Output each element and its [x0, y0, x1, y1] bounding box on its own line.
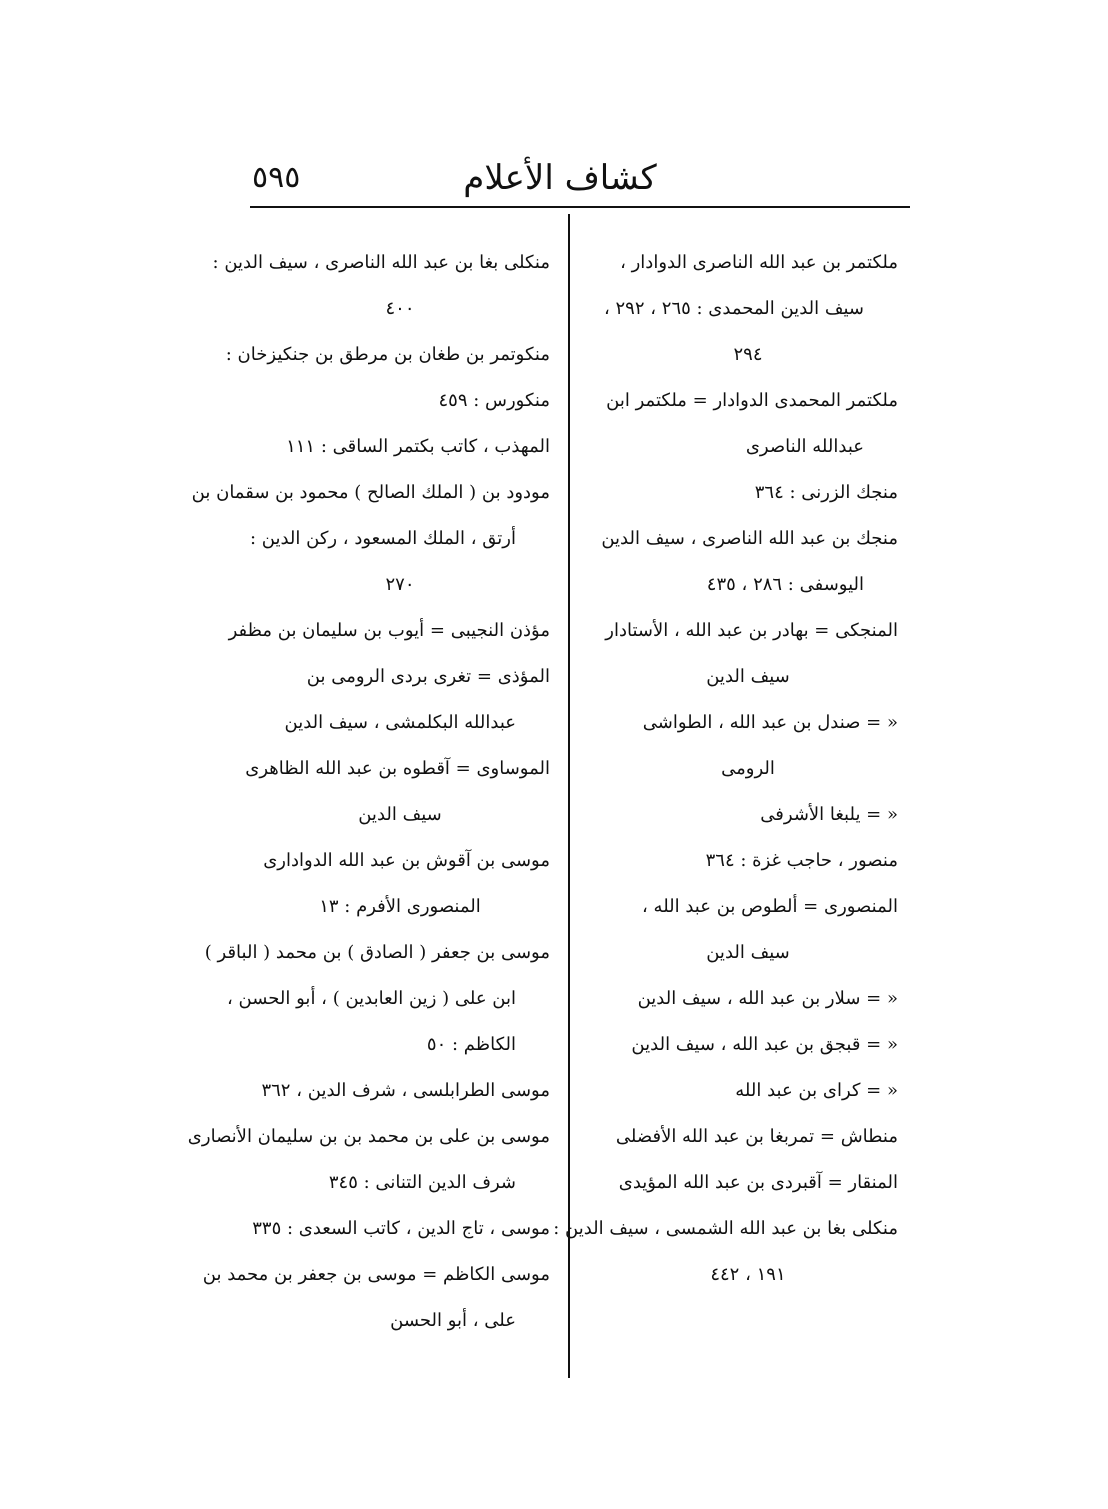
header-rule — [250, 206, 910, 208]
index-line: ٢٩٤ — [733, 344, 763, 365]
index-line: موسى بن على بن محمد بن بن سليمان الأنصارى — [187, 1126, 550, 1147]
index-line: موسى بن آقوش بن عبد الله الدوادارى — [263, 850, 550, 871]
index-line: المهذب ، كاتب بكتمر الساقى : ١١١ — [286, 436, 550, 457]
index-line: شرف الدين التنانى : ٣٤٥ — [328, 1172, 516, 1193]
index-line: « = صندل بن عبد الله ، الطواشى — [642, 712, 898, 733]
index-line: « = كراى بن عبد الله — [735, 1080, 898, 1101]
index-line: ١٩١ ، ٤٤٢ — [710, 1264, 786, 1285]
index-line: منكورس : ٤٥٩ — [438, 390, 550, 411]
index-line: سيف الدين — [358, 804, 442, 825]
index-line: ملكتمر بن عبد الله الناصرى الدوادار ، — [620, 252, 898, 273]
index-line: موسى ، تاج الدين ، كاتب السعدى : ٣٣٥ — [252, 1218, 550, 1239]
index-line: « = يلبغا الأشرفى — [760, 804, 898, 825]
index-line: موسى بن جعفر ( الصادق ) بن محمد ( الباقر ) — [204, 942, 550, 963]
index-line: موسى الطرابلسى ، شرف الدين ، ٣٦٢ — [261, 1080, 550, 1101]
index-line: المنصورى = ألطوص بن عبد الله ، — [642, 896, 898, 917]
page-number: ٥٩٥ — [252, 160, 301, 195]
index-line: سيف الدين — [706, 666, 790, 687]
index-line: ٤٠٠ — [385, 298, 415, 319]
index-line: عبدالله البكلمشى ، سيف الدين — [284, 712, 516, 733]
index-line: المنصورى الأفرم : ١٣ — [319, 896, 481, 917]
index-line: مودود بن ( الملك الصالح ) محمود بن سقمان بن — [191, 482, 550, 503]
index-line: منكلى بغا بن عبد الله الشمسى ، سيف الدين : — [553, 1218, 898, 1239]
index-line: « = سلار بن عبد الله ، سيف الدين — [637, 988, 898, 1009]
index-line: موسى الكاظم = موسى بن جعفر بن محمد بن — [202, 1264, 550, 1285]
index-line: ابن على ( زين العابدين ) ، أبو الحسن ، — [227, 988, 516, 1009]
index-line: على ، أبو الحسن — [390, 1310, 516, 1331]
index-line: اليوسفى : ٢٨٦ ، ٤٣٥ — [706, 574, 864, 595]
index-line: منصور ، حاجب غزة : ٣٦٤ — [705, 850, 898, 871]
index-column-right — [553, 240, 898, 1298]
index-line: منجك الزرنى : ٣٦٤ — [754, 482, 898, 503]
index-line: مؤذن النجيبى = أيوب بن سليمان بن مظفر — [228, 620, 550, 641]
index-line: الكاظم : ٥٠ — [426, 1034, 516, 1055]
index-line: منجك بن عبد الله الناصرى ، سيف الدين — [601, 528, 898, 549]
index-line: أرتق ، الملك المسعود ، ركن الدين : — [249, 528, 516, 549]
index-line: الرومى — [721, 758, 775, 779]
index-column-left — [187, 240, 550, 1344]
index-line: عبدالله الناصرى — [745, 436, 864, 457]
index-line: سيف الدين المحمدى : ٢٦٥ ، ٢٩٢ ، — [603, 298, 864, 319]
index-line: الموساوى = آقطوه بن عبد الله الظاهرى — [245, 758, 550, 779]
index-line: منكلى بغا بن عبد الله الناصرى ، سيف الدين : — [212, 252, 550, 273]
index-line: سيف الدين — [706, 942, 790, 963]
index-line: المؤذى = تغرى بردى الرومى بن — [306, 666, 550, 687]
index-line: المنقار = آقبردى بن عبد الله المؤيدى — [618, 1172, 898, 1193]
index-line: منطاش = تمربغا بن عبد الله الأفضلى — [615, 1126, 898, 1147]
index-line: المنجكى = بهادر بن عبد الله ، الأستادار — [605, 620, 898, 641]
page-title: كشاف الأعلام — [463, 158, 657, 198]
column-divider — [568, 214, 570, 1378]
index-line: ملكتمر المحمدى الدوادار = ملكتمر ابن — [606, 390, 898, 411]
index-line: ٢٧٠ — [385, 574, 415, 595]
index-line: « = قبجق بن عبد الله ، سيف الدين — [631, 1034, 898, 1055]
index-line: منكوتمر بن طغان بن مرطق بن جنكيزخان : — [225, 344, 550, 365]
